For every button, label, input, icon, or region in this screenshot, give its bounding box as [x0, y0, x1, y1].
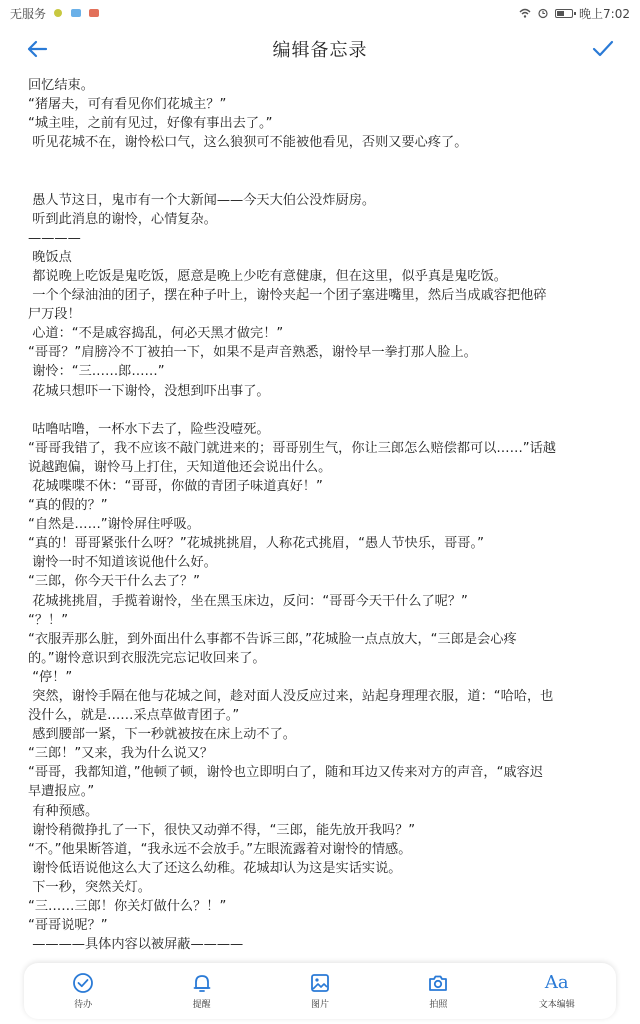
status-right [519, 5, 630, 22]
text-format-icon: Aa [544, 972, 569, 993]
note-line: 谢怜低语说他这么大了还这么幼稚。花城却认为这是实话实说。 [28, 860, 402, 876]
note-line: “三郎！”又来，我为什么说又？ [28, 746, 214, 762]
note-line: 感到腰部一紧，下一秒就被按在床上动不了。 [28, 727, 296, 743]
note-line: 突然，谢怜手隔在他与花城之间，趁对面人没反应过来，站起身理理衣服，道：“哈哈，也 [28, 689, 554, 704]
alarm-icon [537, 7, 549, 19]
bell-icon [191, 972, 213, 994]
todo-check-icon [72, 972, 94, 994]
note-line: 花城挑挑眉，手揽着谢怜，坐在黑玉床边，反问：“哥哥今天干什么了呢？” [28, 593, 468, 609]
note-line: “衣服弄那么脏，到外面出什么事都不告诉三郎，”花城脸一点点放大，“三郎是会心疼 [28, 631, 517, 647]
note-line: 花城只想吓一下谢怜，没想到吓出事了。 [28, 383, 270, 399]
note-line: 咕噜咕噜，一杯水下去了，险些没噎死。 [28, 421, 270, 437]
reminder-button[interactable] [157, 972, 247, 1010]
status-bar [0, 0, 640, 26]
note-line [28, 171, 628, 190]
note-line: 有种预感。 [28, 803, 99, 819]
note-line: “真的假的？” [28, 498, 108, 514]
note-line: “不。”他果断答道，“我永远不会放手。”左眼流露着对谢怜的情感。 [28, 841, 412, 857]
note-line: “三郎，你今天干什么去了？” [28, 574, 200, 590]
note-line: “哥哥，我都知道，”他顿了顿，谢怜也立即明白了，随和耳边又传来对方的声音，“戚容迟 [28, 765, 544, 781]
page-title: 编辑备忘录 [272, 40, 368, 61]
clock-text: 晚上7:02 [579, 6, 630, 21]
note-line: 回忆结束。 [28, 78, 94, 93]
status-left [10, 5, 100, 22]
note-line: “猪屠夫，可有看见你们花城主？” [28, 97, 227, 113]
note-line: 听到此消息的谢怜，心情复杂。 [28, 211, 217, 227]
note-line: 说越跑偏，谢怜马上打住，天知道他还会说出什么。 [28, 459, 332, 475]
note-line: 没什么，就是……采点草做青团子。” [28, 708, 240, 724]
note-line: “？！” [28, 612, 69, 628]
note-line: “城主哇，之前有见过，好像有事出去了。” [28, 116, 273, 132]
note-line: “三……三郎！你关灯做什么？！” [28, 899, 227, 915]
image-label: 图片 [310, 1000, 329, 1010]
back-button[interactable] [20, 32, 54, 66]
reminder-label: 提醒 [192, 1000, 211, 1010]
note-line: “停！” [28, 669, 73, 685]
note-line: 都说晚上吃饭是鬼吃饭，愿意是晚上少吃有意健康，但在这里，似乎真是鬼吃饭。 [28, 268, 507, 284]
todo-button[interactable] [38, 972, 128, 1010]
title-bar [0, 26, 640, 72]
note-line: 下一秒，突然关灯。 [28, 879, 151, 895]
camera-button[interactable] [393, 972, 483, 1010]
note-line: 晚饭点 [28, 249, 72, 265]
wifi-small-icon [52, 7, 64, 19]
note-line: 愚人节这日，鬼市有一个大新闻——今天大伯公没炸厨房。 [28, 192, 376, 208]
bottom-toolbar [24, 963, 616, 1019]
image-button[interactable] [275, 972, 365, 1010]
note-line [28, 152, 628, 171]
camera-label: 拍照 [429, 1000, 448, 1010]
note-line: 谢怜一时不知道该说他什么好。 [28, 555, 217, 571]
note-line: 听见花城不在，谢怜松口气，这么狼狈可不能被他看见，否则又要心疼了。 [28, 135, 468, 151]
carrier-text: 无服务 [10, 6, 47, 21]
checkmark-icon [591, 38, 615, 60]
note-body-editor[interactable] [28, 76, 628, 964]
note-line: 谢怜稍微挣扎了一下，很快又动弹不得，“三郎，能先放开我吗？” [28, 822, 416, 838]
image-icon [309, 972, 331, 994]
note-line: ———— [28, 230, 81, 246]
note-line: “哥哥我错了，我不应该不敲门就进来的；哥哥别生气，你让三郎怎么赔偿都可以……”话越 [28, 440, 556, 456]
confirm-button[interactable] [586, 32, 620, 66]
text-edit-label: 文本编辑 [538, 1000, 575, 1010]
back-arrow-icon [26, 38, 48, 60]
note-line: 心道：“不是戚容捣乱，何必天黑才做完！” [28, 326, 284, 342]
todo-label: 待办 [74, 1000, 93, 1010]
photo-notification-icon [88, 7, 100, 19]
note-line: 尸万段！ [28, 307, 81, 323]
note-line: “哥哥？”肩膀冷不丁被拍一下，如果不是声音熟悉，谢怜早一拳打那人脸上。 [28, 345, 477, 361]
note-line: 的。”谢怜意识到衣服洗完忘记收回来了。 [28, 650, 266, 666]
camera-icon [427, 972, 449, 994]
battery-level [557, 11, 564, 16]
text-edit-button[interactable] [512, 972, 602, 1010]
note-line: “自然是……”谢怜屏住呼吸。 [28, 517, 200, 533]
note-line [28, 401, 628, 420]
note-line: “哥哥说呢？” [28, 918, 108, 934]
note-line: “真的！哥哥紧张什么呀？”花城挑挑眉，人称花式挑眉，“愚人节快乐，哥哥。” [28, 536, 484, 552]
note-line: 早遭报应。” [28, 784, 95, 800]
app-notification-icon [70, 7, 82, 19]
battery-icon [555, 9, 573, 18]
note-line: 一个个绿油油的团子，摆在种子叶上，谢怜夹起一个团子塞进嘴里，然后当成戚容把他碎 [28, 288, 547, 304]
note-line: ————具体内容以被屏蔽———— [28, 937, 244, 953]
note-line: 花城喋喋不休：“哥哥，你做的青团子味道真好！” [28, 478, 323, 494]
note-line: 谢怜：“三……郎……” [28, 364, 165, 380]
wifi-icon [519, 7, 531, 19]
